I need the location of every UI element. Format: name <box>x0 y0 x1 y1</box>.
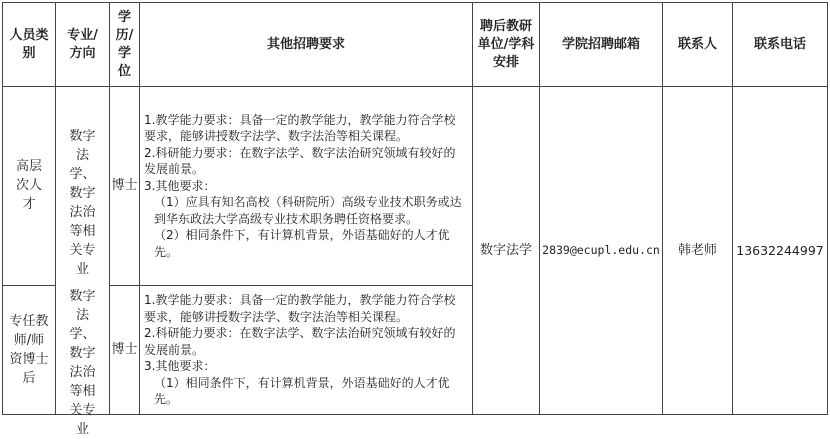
requirement-line: （1）应具有知名高校（科研院所）高级专业技术职务或达到华东政法大学高级专业技术职务聘任资格要求。 <box>154 195 462 226</box>
header-category: 人员类别 <box>3 3 56 87</box>
row1-requirements <box>140 87 473 286</box>
contact-cell: 韩老师 <box>663 87 733 415</box>
header-row <box>3 3 828 87</box>
header-phone: 联系电话 <box>733 3 828 87</box>
requirement-line: 2.科研能力要求：在数字法学、数字法治研究领域有较好的发展前景。 <box>144 326 456 357</box>
requirement-line: 3.其他要求： <box>144 359 216 374</box>
requirement-line: （1）相同条件下，有计算机背景，外语基础好的人才优先。 <box>154 375 450 407</box>
major-top: 数字法学、数字法治等相关专业 <box>69 129 96 277</box>
email-cell[interactable]: 2839@ecupl.edu.cn <box>540 87 663 415</box>
requirement-line: 3.其他要求： <box>144 178 216 193</box>
header-degree: 学历/学位 <box>110 3 140 87</box>
major-cell <box>56 87 110 437</box>
header-contact: 联系人 <box>663 3 733 87</box>
requirement-line: 1.教学能力要求：具备一定的教学能力，教学能力符合学校要求，能够讲授数字法学、数字法治等相关课程。 <box>144 112 456 144</box>
table-row <box>3 87 828 286</box>
header-requirements: 其他招聘要求 <box>140 3 473 87</box>
row2-requirements <box>140 285 473 414</box>
recruitment-table <box>2 2 828 437</box>
requirement-line: 1.教学能力要求：具备一定的教学能力，教学能力符合学校要求，能够讲授数字法学、数字法治等相关课程。 <box>144 293 456 324</box>
header-major: 专业/方向 <box>56 3 110 87</box>
unit-cell: 数字法学 <box>473 87 540 415</box>
header-unit: 聘后教研单位/学科安排 <box>473 3 540 87</box>
requirement-line: （2）相同条件下，有计算机背景，外语基础好的人才优先。 <box>154 228 450 259</box>
row1-degree: 博士 <box>110 87 140 286</box>
row2-category: 专任教师/师资博士后 <box>3 285 56 414</box>
header-email: 学院招聘邮箱 <box>540 3 663 87</box>
major-bottom: 数字法学、数字法治等相关专业 <box>69 289 96 437</box>
phone-cell: 13632244997 <box>733 87 828 415</box>
requirement-line: 2.科研能力要求：在数字法学、数字法治研究领域有较好的发展前景。 <box>144 145 456 177</box>
row1-category: 高层次人才 <box>3 87 56 286</box>
row2-degree: 博士 <box>110 285 140 414</box>
